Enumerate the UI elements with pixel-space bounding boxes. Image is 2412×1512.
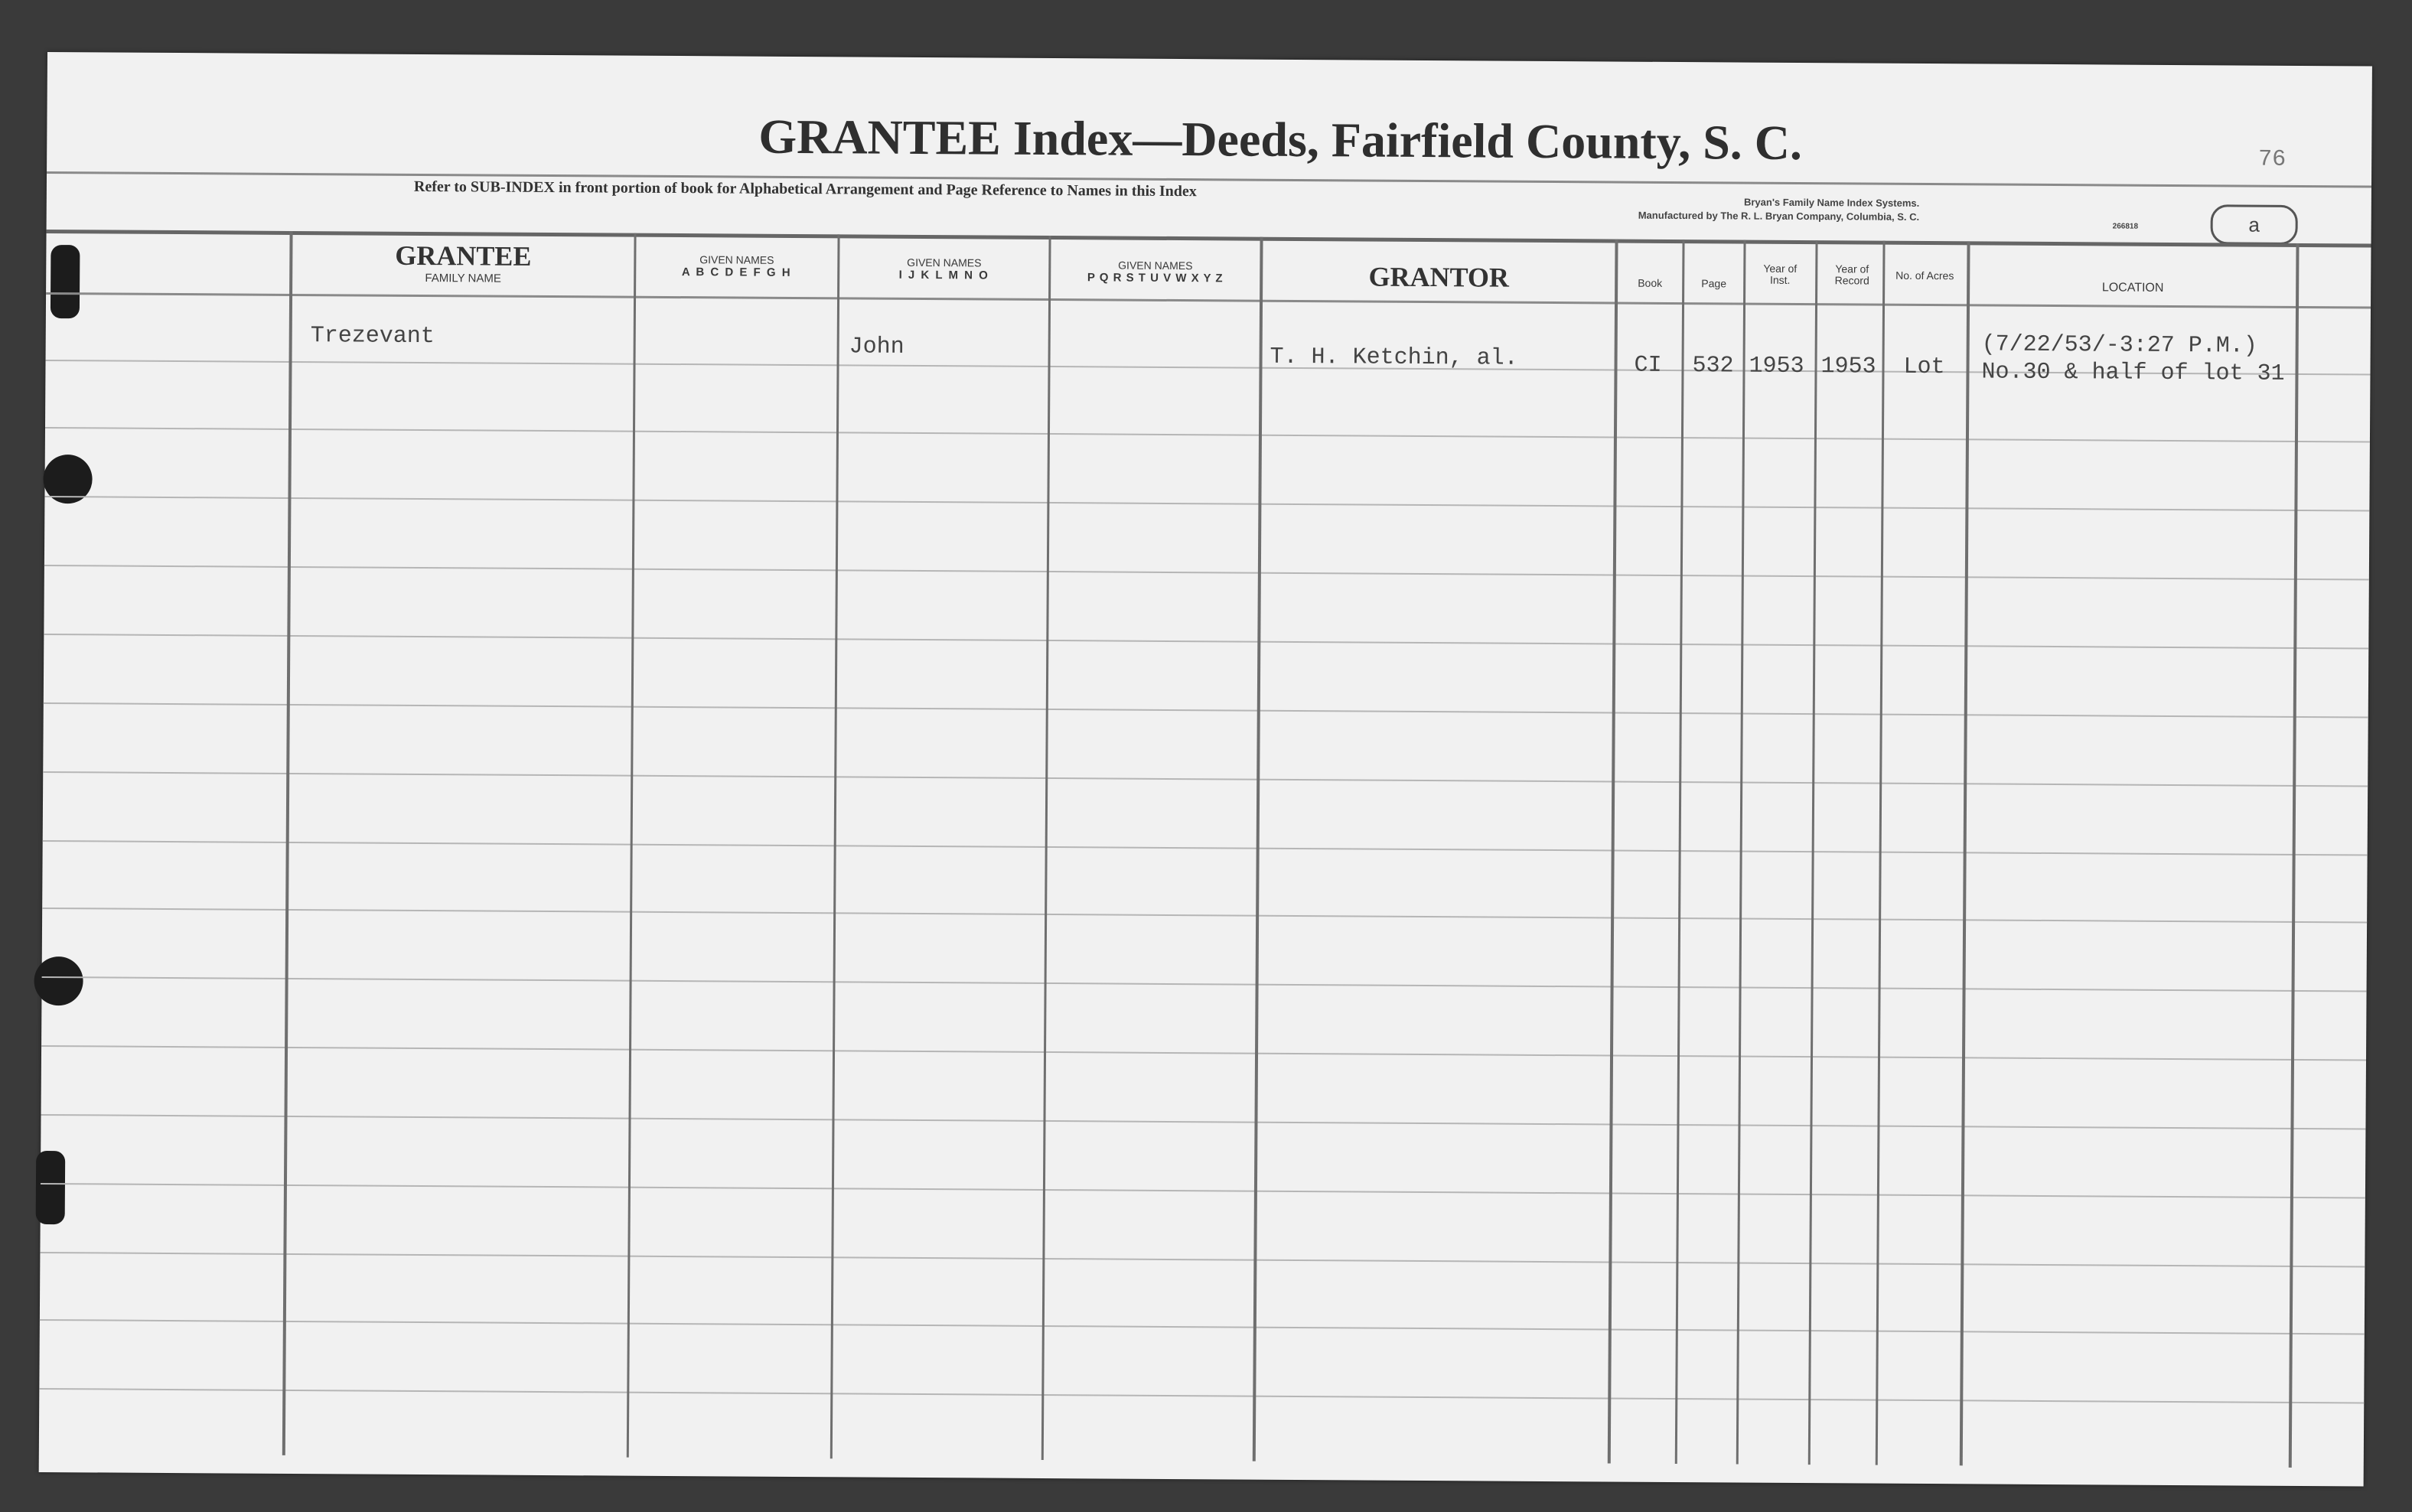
- ruled-line: [42, 976, 2367, 992]
- ruled-line: [43, 771, 2368, 787]
- header-given-pz: [1051, 259, 1260, 285]
- title-rule: [47, 171, 2371, 188]
- ruled-line: [41, 1114, 2366, 1130]
- header-given-io: [839, 256, 1048, 282]
- entry-given-name: John: [849, 334, 904, 360]
- entry-year-inst: 1953: [1749, 353, 1804, 380]
- binder-slot-top: [51, 245, 80, 318]
- entry-location-line-2: No.30 & half of lot 31: [1981, 359, 2285, 387]
- ruled-line: [40, 1319, 2365, 1335]
- ruled-line: [45, 427, 2370, 443]
- given-letters-io: I J K L M N O: [898, 268, 989, 282]
- header-year-inst: Year of Inst.: [1763, 262, 1798, 286]
- grantee-label: GRANTEE: [395, 240, 532, 272]
- ruled-line: [41, 1045, 2366, 1061]
- entry-family-name: Trezevant: [310, 323, 435, 350]
- given-letters-ah: A B C D E F G H: [681, 266, 792, 279]
- ruled-line: [44, 634, 2368, 650]
- maker-imprint: [1638, 195, 1920, 224]
- entry-year-record: 1953: [1820, 354, 1876, 380]
- form-number: 266818: [2112, 222, 2139, 231]
- page-title: GRANTEE Index—Deeds, Fairfield County, S. C.: [758, 109, 1803, 171]
- header-grantor: [1263, 260, 1615, 295]
- entry-acres: Lot: [1903, 354, 1945, 381]
- ruled-line: [43, 840, 2368, 856]
- refer-note: Refer to SUB-INDEX in front portion of book for Alphabetical Arrangement and Page Reference to Names in this Index: [413, 178, 1197, 200]
- entry-page: 532: [1692, 353, 1734, 380]
- ruled-line: [41, 1183, 2365, 1199]
- family-name-label: FAMILY NAME: [425, 272, 501, 285]
- given-names-label: GIVEN NAMES: [1118, 259, 1193, 272]
- header-book: Book: [1638, 276, 1663, 289]
- binder-slot-bottom: [36, 1151, 66, 1224]
- maker-line-2: Manufactured by The R. L. Bryan Company, Columbia, S. C.: [1638, 209, 1920, 223]
- given-names-label: GIVEN NAMES: [699, 253, 774, 266]
- header-grantee: [292, 239, 634, 286]
- header-page: Page: [1701, 277, 1727, 290]
- ruled-line: [40, 1252, 2365, 1268]
- index-card: [39, 52, 2372, 1487]
- ruled-line: [44, 702, 2368, 719]
- entry-location-line-1: (7/22/53/-3:27 P.M.): [1981, 331, 2257, 360]
- entry-grantor: T. H. Ketchin, al.: [1270, 344, 1518, 372]
- entry-book: CI: [1634, 352, 1662, 379]
- given-letters-pz: P Q R S T U V W X Y Z: [1087, 271, 1224, 285]
- ruled-line: [44, 565, 2369, 581]
- sheet-letter-box: a: [2211, 204, 2298, 245]
- binder-hole-lower: [34, 956, 83, 1005]
- header-location: LOCATION: [2101, 281, 2164, 295]
- given-names-label: GIVEN NAMES: [907, 256, 982, 269]
- ruled-line: [42, 908, 2367, 924]
- maker-line-1: Bryan's Family Name Index Systems.: [1743, 196, 1920, 209]
- header-given-ah: [636, 253, 837, 280]
- ruled-line: [44, 496, 2369, 512]
- grantor-label: GRANTOR: [1368, 261, 1510, 293]
- header-bottom-rule: [46, 292, 2371, 309]
- header-acres: No. of Acres: [1895, 269, 1954, 282]
- header-year-record: Year of Record: [1834, 262, 1869, 287]
- page-number: 76: [2258, 146, 2287, 173]
- ruled-line: [39, 1388, 2364, 1404]
